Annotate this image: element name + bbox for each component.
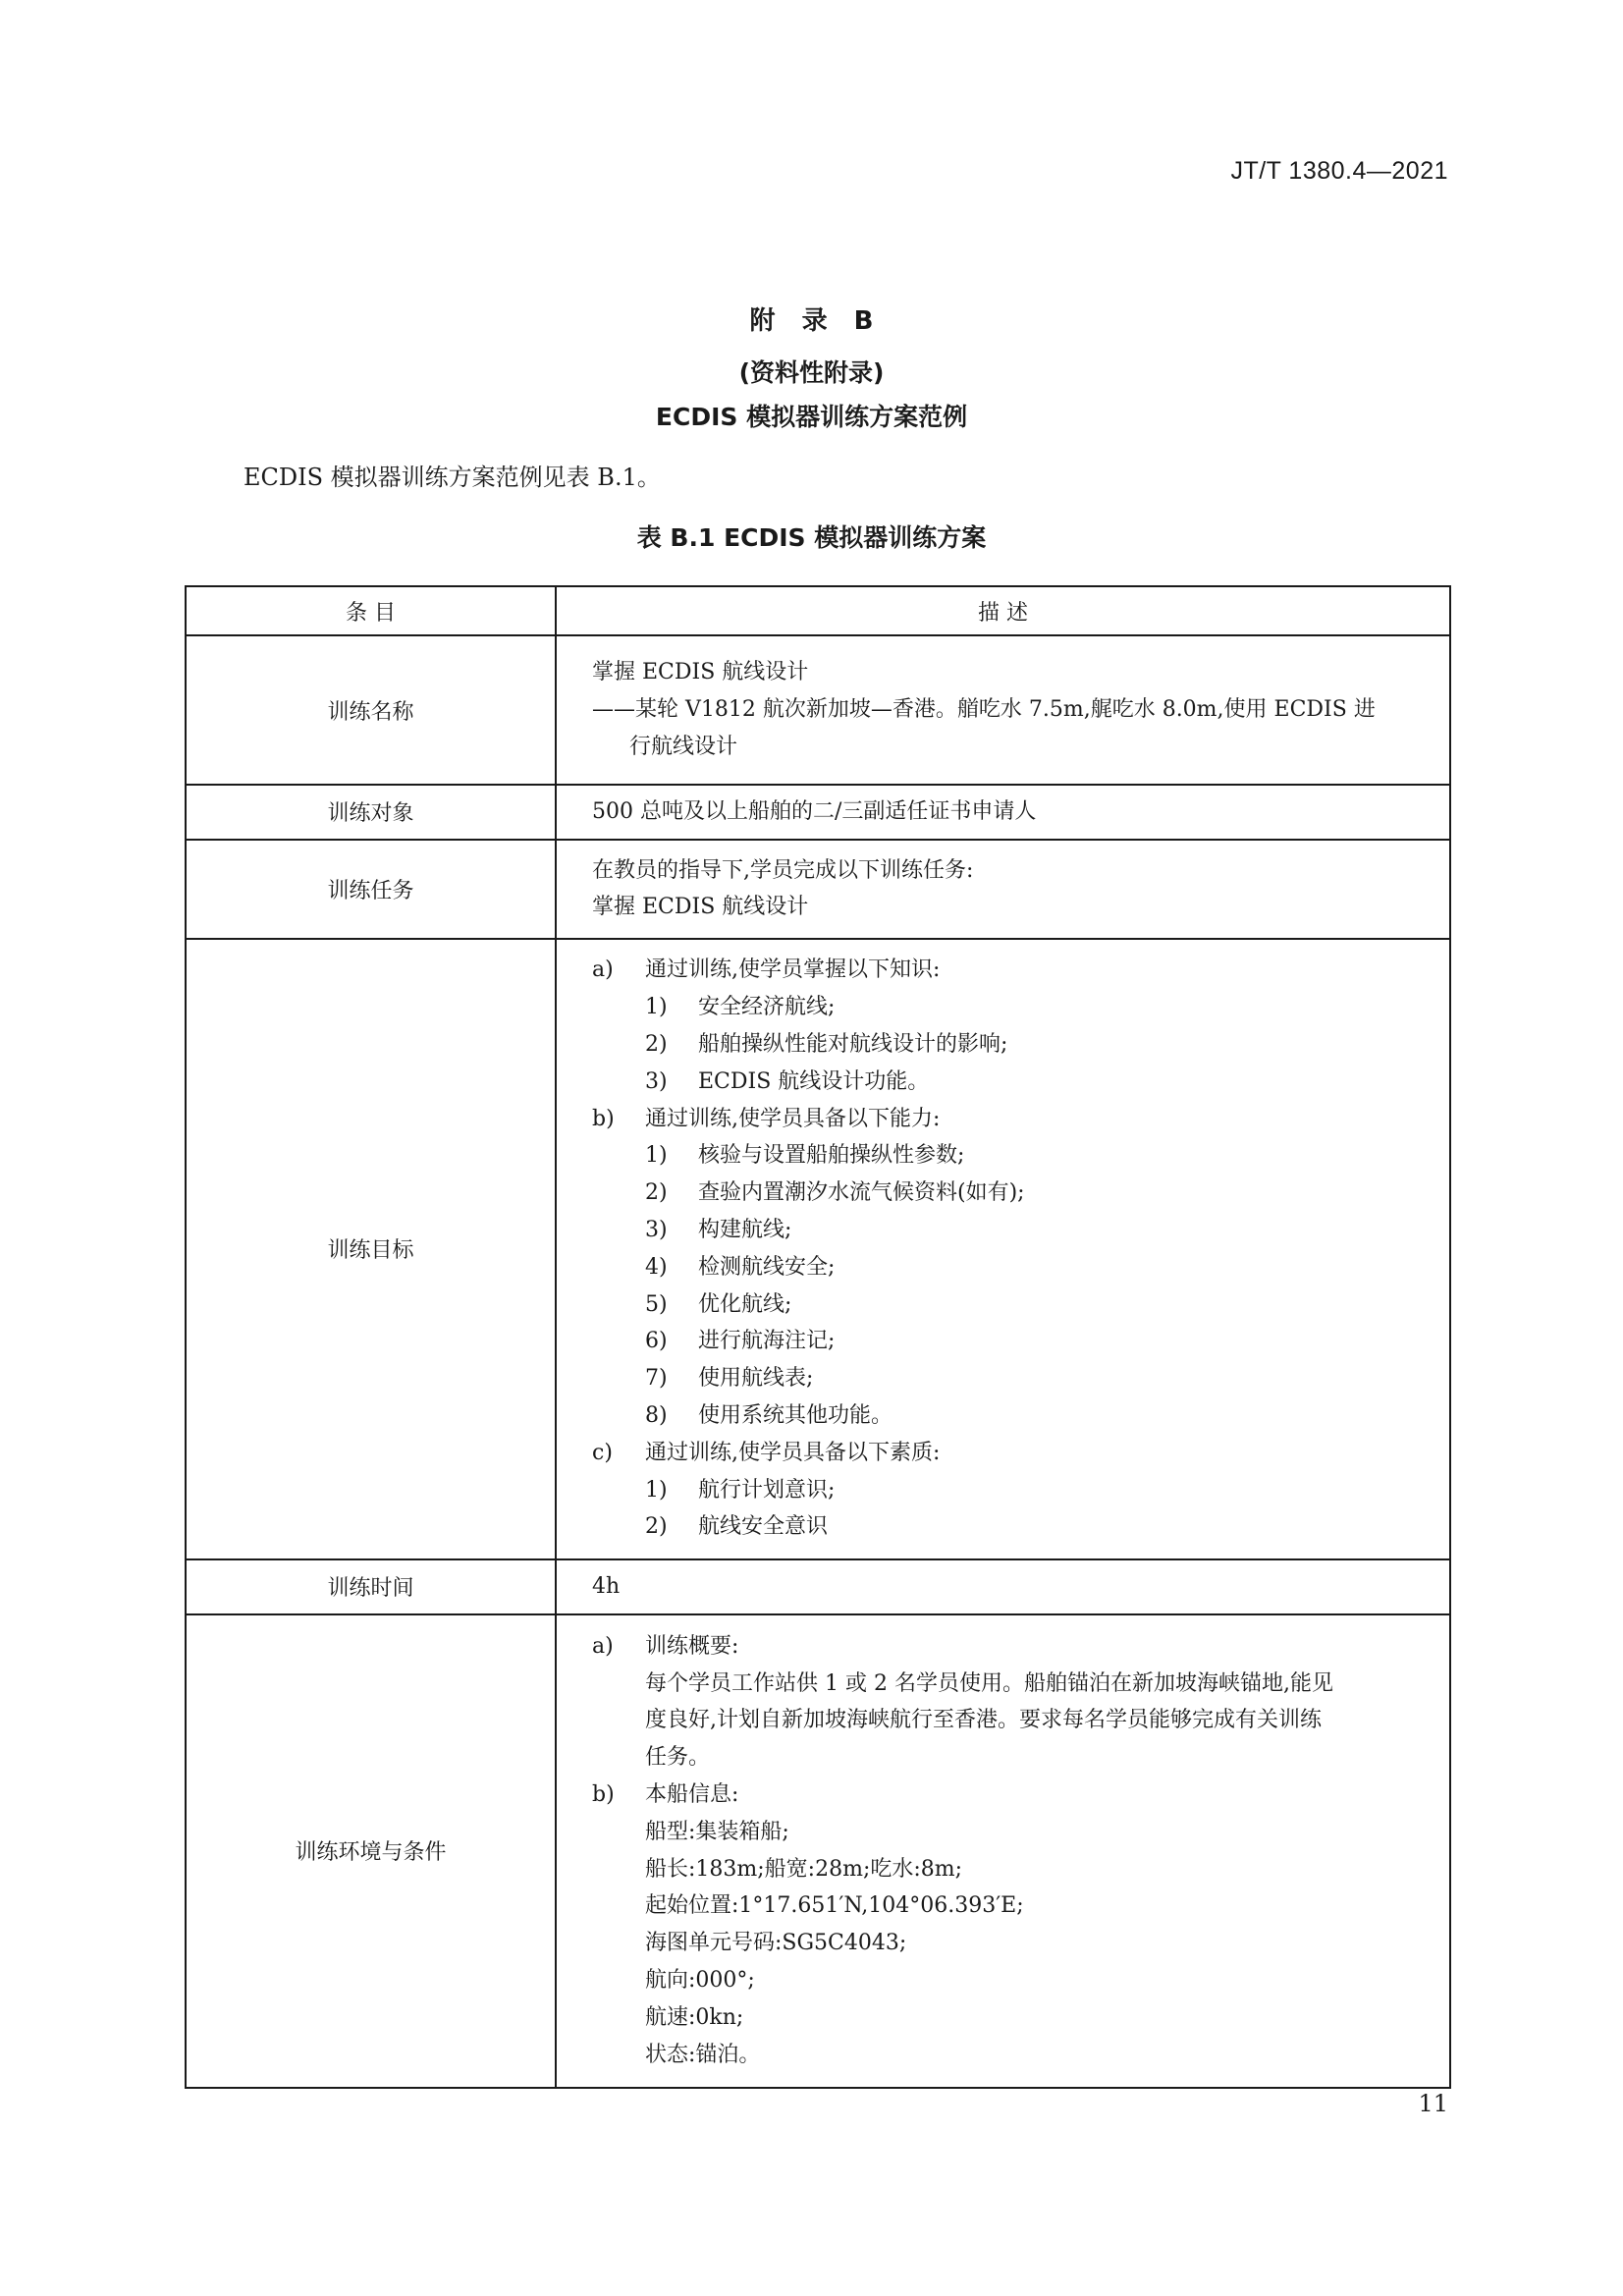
list-text: 通过训练,使学员具备以下能力:: [645, 1106, 941, 1131]
list-item: [592, 1628, 1435, 1666]
list-text: 通过训练,使学员掌握以下知识:: [645, 957, 941, 983]
row-label-env: 训练环境与条件: [186, 1614, 556, 2088]
table-row: [186, 1559, 1450, 1614]
list-text: 通过训练,使学员具备以下素质:: [645, 1440, 941, 1465]
header-desc: 描 述: [556, 586, 1450, 635]
list-marker: a): [592, 1633, 614, 1659]
list-text: 船舶操纵性能对航线设计的影响;: [698, 1032, 1008, 1058]
list-item: [592, 952, 1435, 989]
desc-line: 500 总吨及以上船舶的二/三副适任证书申请人: [592, 799, 1037, 824]
list-item: [592, 1101, 1435, 1138]
list-marker: 1): [645, 1477, 668, 1503]
desc-line: 海图单元号码:SG5C4043;: [645, 1931, 907, 1956]
list-text: 本船信息:: [645, 1782, 739, 1807]
list-marker: 2): [645, 1180, 668, 1206]
row-desc-goal: [556, 939, 1450, 1559]
list-text: 构建航线;: [698, 1218, 792, 1242]
list-text: 检测航线安全;: [698, 1254, 836, 1280]
list-item: [592, 1286, 1435, 1324]
list-item: [592, 1175, 1435, 1212]
page-number: 11: [1418, 2090, 1448, 2117]
desc-line: 起始位置:1°17.651′N,104°06.393′E;: [645, 1893, 1024, 1919]
list-item: [592, 1435, 1435, 1472]
list-text: 航线安全意识: [698, 1514, 829, 1540]
list-text: 航行计划意识;: [698, 1477, 836, 1503]
list-text: 查验内置潮汐水流气候资料(如有);: [698, 1180, 1025, 1206]
table-row: [186, 635, 1450, 785]
list-text: 训练概要:: [645, 1633, 739, 1659]
row-label-task: 训练任务: [186, 840, 556, 939]
row-desc-name: [556, 635, 1450, 785]
list-item: [592, 1026, 1435, 1064]
appendix-name: ECDIS 模拟器训练方案范例: [655, 403, 968, 431]
table-row: [186, 785, 1450, 840]
list-marker: 1): [645, 1143, 668, 1169]
row-label-time: 训练时间: [186, 1559, 556, 1614]
desc-line: 度良好,计划自新加坡海峡航行至香港。要求每名学员能够完成有关训练: [645, 1708, 1322, 1733]
row-desc-task: [556, 840, 1450, 939]
list-text: ECDIS 航线设计功能。: [698, 1068, 930, 1094]
desc-line: 状态:锚泊。: [645, 2042, 761, 2067]
row-label-name: 训练名称: [186, 635, 556, 785]
list-text: 安全经济航线;: [698, 995, 836, 1020]
list-item: [592, 1360, 1435, 1397]
list-item: [592, 1777, 1435, 1814]
appendix-title: 附 录 B: [749, 306, 874, 336]
desc-line: 船型:集装箱船;: [645, 1819, 789, 1844]
list-text: 进行航海注记;: [698, 1329, 836, 1354]
list-item: [592, 1249, 1435, 1286]
list-marker: a): [592, 957, 614, 983]
intro-paragraph: ECDIS 模拟器训练方案范例见表 B.1。: [243, 464, 661, 491]
list-text: 使用航线表;: [698, 1366, 814, 1392]
desc-line: 任务。: [645, 1745, 711, 1771]
row-desc-target: [556, 785, 1450, 840]
table-row: [186, 939, 1450, 1559]
list-marker: 3): [645, 1218, 668, 1242]
list-marker: c): [592, 1440, 613, 1465]
table-caption: 表 B.1 ECDIS 模拟器训练方案: [636, 523, 987, 552]
desc-line: 掌握 ECDIS 航线设计: [592, 895, 809, 920]
list-text: 核验与设置船舶操纵性参数;: [698, 1143, 965, 1169]
list-marker: 7): [645, 1366, 668, 1392]
list-item: [592, 1064, 1435, 1101]
row-label-goal: 训练目标: [186, 939, 556, 1559]
desc-line: 掌握 ECDIS 航线设计: [592, 660, 809, 685]
list-item: [592, 1397, 1435, 1435]
list-marker: 2): [645, 1514, 668, 1540]
list-marker: 3): [645, 1068, 668, 1094]
table-row: [186, 1614, 1450, 2088]
list-marker: 5): [645, 1291, 668, 1317]
desc-line: ——某轮 V1812 航次新加坡—香港。艏吃水 7.5m,艉吃水 8.0m,使用 ECDIS 进: [592, 697, 1376, 723]
list-text: 优化航线;: [698, 1291, 792, 1317]
list-item: [592, 1137, 1435, 1175]
desc-line: 行航线设计: [629, 734, 738, 759]
list-item: [592, 1323, 1435, 1360]
list-marker: 1): [645, 995, 668, 1020]
table-header-row: [186, 586, 1450, 635]
header-item: 条 目: [186, 586, 556, 635]
list-marker: b): [592, 1106, 615, 1131]
row-desc-time: [556, 1559, 1450, 1614]
list-text: 使用系统其他功能。: [698, 1402, 893, 1428]
row-desc-env: [556, 1614, 1450, 2088]
desc-line: 每个学员工作站供 1 或 2 名学员使用。船舶锚泊在新加坡海峡锚地,能见: [645, 1670, 1333, 1696]
table-row: [186, 840, 1450, 939]
list-marker: 4): [645, 1254, 668, 1280]
desc-line: 4h: [592, 1573, 621, 1599]
row-label-target: 训练对象: [186, 785, 556, 840]
appendix-type: (资料性附录): [738, 358, 885, 387]
list-marker: 6): [645, 1329, 668, 1354]
list-marker: b): [592, 1782, 615, 1807]
list-marker: 2): [645, 1032, 668, 1058]
list-item: [592, 1508, 1435, 1546]
desc-line: 船长:183m;船宽:28m;吃水:8m;: [645, 1856, 963, 1882]
list-item: [592, 1472, 1435, 1509]
desc-line: 航向:000°;: [645, 1967, 755, 1993]
document-code: JT/T 1380.4—2021: [1230, 157, 1448, 185]
list-item: [592, 1212, 1435, 1249]
desc-line: 在教员的指导下,学员完成以下训练任务:: [592, 857, 974, 883]
training-plan-table: [185, 585, 1451, 2089]
desc-line: 航速:0kn;: [645, 2004, 744, 2030]
list-marker: 8): [645, 1402, 668, 1428]
list-item: [592, 989, 1435, 1026]
